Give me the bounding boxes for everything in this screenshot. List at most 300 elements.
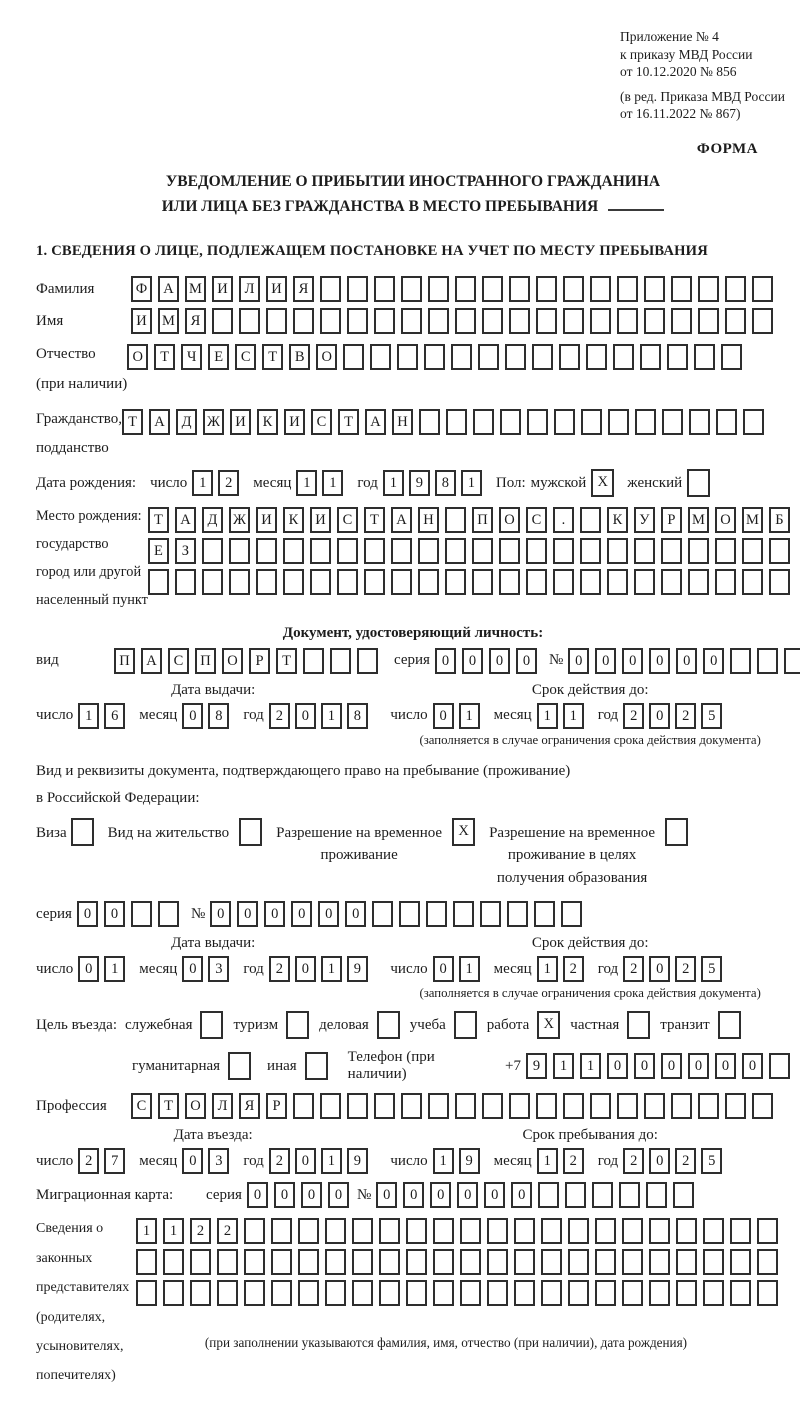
form-cell[interactable] xyxy=(536,308,557,334)
form-cell[interactable]: 3 xyxy=(208,1148,229,1174)
form-cell[interactable]: Л xyxy=(212,1093,233,1119)
form-cell[interactable]: Р xyxy=(661,507,682,533)
form-cell[interactable] xyxy=(619,1182,640,1208)
form-cell[interactable] xyxy=(352,1280,373,1306)
form-cell[interactable] xyxy=(472,569,493,595)
form-cell[interactable]: А xyxy=(158,276,179,302)
form-cell[interactable]: 1 xyxy=(322,470,343,496)
form-cell[interactable] xyxy=(526,569,547,595)
form-cell[interactable] xyxy=(586,344,607,370)
form-cell[interactable]: С xyxy=(168,648,189,674)
form-cell[interactable] xyxy=(453,901,474,927)
form-cell[interactable]: 0 xyxy=(511,1182,532,1208)
form-cell[interactable]: 0 xyxy=(484,1182,505,1208)
form-cell[interactable] xyxy=(175,569,196,595)
form-cell[interactable]: 0 xyxy=(568,648,589,674)
form-cell[interactable]: 1 xyxy=(296,470,317,496)
form-cell[interactable] xyxy=(640,344,661,370)
form-cell[interactable]: К xyxy=(283,507,304,533)
form-cell[interactable] xyxy=(568,1249,589,1275)
form-cell[interactable] xyxy=(212,308,233,334)
form-cell[interactable] xyxy=(561,901,582,927)
form-cell[interactable] xyxy=(428,1093,449,1119)
form-cell[interactable] xyxy=(580,569,601,595)
form-cell[interactable]: Н xyxy=(392,409,413,435)
form-cell[interactable]: . xyxy=(553,507,574,533)
form-cell[interactable]: Р xyxy=(249,648,270,674)
form-cell[interactable] xyxy=(725,276,746,302)
form-cell[interactable] xyxy=(419,409,440,435)
form-cell[interactable] xyxy=(71,818,94,846)
form-cell[interactable] xyxy=(136,1249,157,1275)
form-cell[interactable] xyxy=(200,1011,223,1039)
form-cell[interactable] xyxy=(445,538,466,564)
form-cell[interactable] xyxy=(592,1182,613,1208)
form-cell[interactable] xyxy=(228,1052,251,1080)
form-cell[interactable] xyxy=(239,308,260,334)
form-cell[interactable]: Т xyxy=(148,507,169,533)
form-cell[interactable] xyxy=(478,344,499,370)
form-cell[interactable] xyxy=(514,1249,535,1275)
form-cell[interactable] xyxy=(455,1093,476,1119)
form-cell[interactable]: 0 xyxy=(328,1182,349,1208)
form-cell[interactable]: 7 xyxy=(104,1148,125,1174)
form-cell[interactable]: П xyxy=(472,507,493,533)
form-cell[interactable]: 0 xyxy=(433,703,454,729)
form-cell[interactable]: 0 xyxy=(403,1182,424,1208)
form-cell[interactable]: 1 xyxy=(136,1218,157,1244)
form-cell[interactable] xyxy=(310,569,331,595)
form-cell[interactable] xyxy=(730,1280,751,1306)
form-cell[interactable]: Ф xyxy=(131,276,152,302)
form-cell[interactable] xyxy=(689,409,710,435)
form-cell[interactable] xyxy=(526,538,547,564)
form-cell[interactable]: 0 xyxy=(433,956,454,982)
form-cell[interactable]: 1 xyxy=(433,1148,454,1174)
form-cell[interactable] xyxy=(635,409,656,435)
form-cell[interactable]: Е xyxy=(148,538,169,564)
form-cell[interactable] xyxy=(433,1249,454,1275)
form-cell[interactable]: И xyxy=(266,276,287,302)
form-cell[interactable]: 2 xyxy=(269,703,290,729)
form-cell[interactable]: У xyxy=(634,507,655,533)
form-cell[interactable] xyxy=(698,276,719,302)
form-cell[interactable] xyxy=(590,276,611,302)
form-cell[interactable]: М xyxy=(185,276,206,302)
form-cell[interactable] xyxy=(634,569,655,595)
form-cell[interactable] xyxy=(303,648,324,674)
form-cell[interactable] xyxy=(455,276,476,302)
form-cell[interactable]: Д xyxy=(202,507,223,533)
form-cell[interactable]: А xyxy=(391,507,412,533)
form-cell[interactable] xyxy=(622,1249,643,1275)
form-cell[interactable]: 9 xyxy=(347,956,368,982)
form-cell[interactable] xyxy=(688,538,709,564)
form-cell[interactable] xyxy=(534,901,555,927)
form-cell[interactable] xyxy=(343,344,364,370)
form-cell[interactable] xyxy=(667,344,688,370)
form-cell[interactable] xyxy=(607,569,628,595)
form-cell[interactable] xyxy=(698,1093,719,1119)
form-cell[interactable]: Н xyxy=(418,507,439,533)
form-cell[interactable]: Т xyxy=(338,409,359,435)
form-cell[interactable] xyxy=(320,308,341,334)
form-cell[interactable] xyxy=(718,1011,741,1039)
form-cell[interactable]: П xyxy=(114,648,135,674)
form-cell[interactable] xyxy=(703,1218,724,1244)
form-cell[interactable]: 5 xyxy=(701,1148,722,1174)
form-cell[interactable] xyxy=(330,648,351,674)
form-cell[interactable]: М xyxy=(158,308,179,334)
form-cell[interactable] xyxy=(671,308,692,334)
form-cell[interactable] xyxy=(217,1249,238,1275)
form-cell[interactable] xyxy=(590,308,611,334)
form-cell[interactable] xyxy=(769,1053,790,1079)
form-cell[interactable] xyxy=(455,308,476,334)
form-cell[interactable]: 0 xyxy=(607,1053,628,1079)
form-cell[interactable]: Я xyxy=(185,308,206,334)
form-cell[interactable]: С xyxy=(526,507,547,533)
form-cell[interactable] xyxy=(487,1280,508,1306)
form-cell[interactable] xyxy=(372,901,393,927)
form-cell[interactable] xyxy=(424,344,445,370)
form-cell[interactable] xyxy=(217,1280,238,1306)
form-cell[interactable]: Ч xyxy=(181,344,202,370)
form-cell[interactable] xyxy=(347,276,368,302)
form-cell[interactable] xyxy=(401,308,422,334)
form-cell[interactable] xyxy=(553,538,574,564)
form-cell[interactable] xyxy=(716,409,737,435)
form-cell[interactable]: Ж xyxy=(203,409,224,435)
form-cell[interactable] xyxy=(694,344,715,370)
form-cell[interactable] xyxy=(202,538,223,564)
form-cell[interactable]: 0 xyxy=(457,1182,478,1208)
form-cell[interactable] xyxy=(391,538,412,564)
form-cell[interactable] xyxy=(676,1249,697,1275)
form-cell[interactable] xyxy=(283,569,304,595)
form-cell[interactable]: 2 xyxy=(675,956,696,982)
form-cell[interactable]: 2 xyxy=(623,956,644,982)
form-cell[interactable]: 6 xyxy=(104,703,125,729)
form-cell[interactable] xyxy=(418,569,439,595)
form-cell[interactable] xyxy=(406,1218,427,1244)
form-cell[interactable] xyxy=(454,1011,477,1039)
form-cell[interactable] xyxy=(715,538,736,564)
form-cell[interactable]: 9 xyxy=(459,1148,480,1174)
form-cell[interactable] xyxy=(646,1182,667,1208)
form-cell[interactable]: 2 xyxy=(623,703,644,729)
form-cell[interactable] xyxy=(433,1280,454,1306)
form-cell[interactable] xyxy=(379,1249,400,1275)
form-cell[interactable]: 0 xyxy=(649,703,670,729)
form-cell[interactable] xyxy=(563,1093,584,1119)
form-cell[interactable] xyxy=(401,276,422,302)
form-cell[interactable] xyxy=(487,1218,508,1244)
form-cell[interactable]: П xyxy=(195,648,216,674)
form-cell[interactable] xyxy=(514,1218,535,1244)
form-cell[interactable]: 0 xyxy=(295,703,316,729)
form-cell[interactable]: 1 xyxy=(563,703,584,729)
form-cell[interactable]: 1 xyxy=(537,956,558,982)
form-cell[interactable]: 0 xyxy=(182,1148,203,1174)
form-cell[interactable]: 1 xyxy=(553,1053,574,1079)
form-cell[interactable] xyxy=(271,1249,292,1275)
form-cell[interactable] xyxy=(293,1093,314,1119)
form-cell[interactable] xyxy=(406,1249,427,1275)
form-cell[interactable]: Б xyxy=(769,507,790,533)
form-cell[interactable] xyxy=(163,1280,184,1306)
form-cell[interactable]: О xyxy=(185,1093,206,1119)
form-cell[interactable] xyxy=(325,1280,346,1306)
form-cell[interactable] xyxy=(721,344,742,370)
form-cell[interactable]: 0 xyxy=(489,648,510,674)
form-cell[interactable]: О xyxy=(222,648,243,674)
form-cell[interactable] xyxy=(505,344,526,370)
form-cell[interactable] xyxy=(136,1280,157,1306)
form-cell[interactable] xyxy=(379,1218,400,1244)
form-cell[interactable]: 0 xyxy=(247,1182,268,1208)
form-cell[interactable]: 0 xyxy=(430,1182,451,1208)
form-cell[interactable]: О xyxy=(715,507,736,533)
form-cell[interactable] xyxy=(580,538,601,564)
form-cell[interactable]: 0 xyxy=(703,648,724,674)
form-cell[interactable]: И xyxy=(230,409,251,435)
form-cell[interactable] xyxy=(320,276,341,302)
form-cell[interactable] xyxy=(352,1218,373,1244)
form-cell[interactable] xyxy=(352,1249,373,1275)
form-cell[interactable]: 1 xyxy=(459,956,480,982)
form-cell[interactable]: 5 xyxy=(701,956,722,982)
form-cell[interactable] xyxy=(671,1093,692,1119)
form-cell[interactable] xyxy=(480,901,501,927)
form-cell[interactable] xyxy=(559,344,580,370)
form-cell[interactable] xyxy=(507,901,528,927)
form-cell[interactable] xyxy=(357,648,378,674)
form-cell[interactable]: 0 xyxy=(742,1053,763,1079)
form-cell[interactable] xyxy=(163,1249,184,1275)
form-cell[interactable] xyxy=(337,569,358,595)
form-cell[interactable] xyxy=(608,409,629,435)
form-cell[interactable] xyxy=(374,1093,395,1119)
form-cell[interactable] xyxy=(649,1280,670,1306)
form-cell[interactable]: 1 xyxy=(580,1053,601,1079)
form-cell[interactable]: Л xyxy=(239,276,260,302)
form-cell[interactable] xyxy=(391,569,412,595)
form-cell[interactable] xyxy=(590,1093,611,1119)
form-cell[interactable] xyxy=(563,276,584,302)
form-cell[interactable]: Е xyxy=(208,344,229,370)
form-cell[interactable]: 0 xyxy=(104,901,125,927)
form-cell[interactable] xyxy=(514,1280,535,1306)
form-cell[interactable] xyxy=(499,538,520,564)
form-cell[interactable]: О xyxy=(316,344,337,370)
form-cell[interactable] xyxy=(730,1218,751,1244)
form-cell[interactable] xyxy=(379,1280,400,1306)
form-cell[interactable]: 2 xyxy=(78,1148,99,1174)
form-cell[interactable]: 0 xyxy=(595,648,616,674)
form-cell[interactable] xyxy=(370,344,391,370)
form-cell[interactable]: Т xyxy=(364,507,385,533)
form-cell[interactable] xyxy=(769,569,790,595)
form-cell[interactable] xyxy=(244,1218,265,1244)
form-cell[interactable]: 0 xyxy=(295,1148,316,1174)
form-cell[interactable]: И xyxy=(284,409,305,435)
form-cell[interactable] xyxy=(190,1249,211,1275)
form-cell[interactable]: 0 xyxy=(77,901,98,927)
form-cell[interactable]: Я xyxy=(293,276,314,302)
form-cell[interactable] xyxy=(769,538,790,564)
form-cell[interactable] xyxy=(553,569,574,595)
form-cell[interactable]: 1 xyxy=(192,470,213,496)
form-cell[interactable] xyxy=(229,538,250,564)
form-cell[interactable] xyxy=(607,538,628,564)
form-cell[interactable] xyxy=(244,1249,265,1275)
form-cell[interactable]: 0 xyxy=(182,956,203,982)
form-cell[interactable]: 2 xyxy=(675,1148,696,1174)
form-cell[interactable] xyxy=(451,344,472,370)
form-cell[interactable]: 0 xyxy=(649,648,670,674)
form-cell[interactable] xyxy=(229,569,250,595)
form-cell[interactable] xyxy=(617,308,638,334)
form-cell[interactable] xyxy=(472,538,493,564)
form-cell[interactable]: Т xyxy=(262,344,283,370)
form-cell[interactable] xyxy=(374,276,395,302)
form-cell[interactable] xyxy=(364,538,385,564)
form-cell[interactable]: 1 xyxy=(78,703,99,729)
form-cell[interactable] xyxy=(347,308,368,334)
form-cell[interactable]: И xyxy=(212,276,233,302)
form-cell[interactable] xyxy=(698,308,719,334)
form-cell[interactable] xyxy=(725,1093,746,1119)
form-cell[interactable]: 0 xyxy=(78,956,99,982)
form-cell[interactable] xyxy=(565,1182,586,1208)
form-cell[interactable]: 3 xyxy=(208,956,229,982)
form-cell[interactable]: А xyxy=(365,409,386,435)
form-cell[interactable] xyxy=(460,1280,481,1306)
form-cell[interactable] xyxy=(757,1249,778,1275)
form-cell[interactable]: 0 xyxy=(649,956,670,982)
form-cell[interactable] xyxy=(482,308,503,334)
form-cell[interactable] xyxy=(687,469,710,497)
form-cell[interactable] xyxy=(509,1093,530,1119)
form-cell[interactable] xyxy=(527,409,548,435)
form-cell[interactable] xyxy=(725,308,746,334)
form-cell[interactable] xyxy=(688,569,709,595)
form-cell[interactable]: 1 xyxy=(321,1148,342,1174)
form-cell[interactable] xyxy=(581,409,602,435)
form-cell[interactable] xyxy=(298,1249,319,1275)
form-cell[interactable] xyxy=(271,1218,292,1244)
form-cell[interactable] xyxy=(131,901,152,927)
form-cell[interactable]: О xyxy=(499,507,520,533)
form-cell[interactable] xyxy=(266,308,287,334)
form-cell[interactable]: X xyxy=(452,818,475,846)
form-cell[interactable]: И xyxy=(131,308,152,334)
form-cell[interactable]: 0 xyxy=(462,648,483,674)
form-cell[interactable] xyxy=(676,1280,697,1306)
form-cell[interactable] xyxy=(538,1182,559,1208)
form-cell[interactable]: 0 xyxy=(622,648,643,674)
form-cell[interactable]: К xyxy=(607,507,628,533)
form-cell[interactable] xyxy=(244,1280,265,1306)
form-cell[interactable] xyxy=(634,538,655,564)
form-cell[interactable]: С xyxy=(337,507,358,533)
form-cell[interactable]: А xyxy=(149,409,170,435)
form-cell[interactable] xyxy=(613,344,634,370)
form-cell[interactable] xyxy=(460,1218,481,1244)
form-cell[interactable]: 2 xyxy=(190,1218,211,1244)
form-cell[interactable]: 1 xyxy=(537,1148,558,1174)
form-cell[interactable] xyxy=(445,569,466,595)
form-cell[interactable] xyxy=(298,1218,319,1244)
form-cell[interactable] xyxy=(730,648,751,674)
form-cell[interactable]: 1 xyxy=(104,956,125,982)
form-cell[interactable] xyxy=(541,1249,562,1275)
form-cell[interactable] xyxy=(320,1093,341,1119)
form-cell[interactable] xyxy=(752,1093,773,1119)
form-cell[interactable] xyxy=(532,344,553,370)
form-cell[interactable]: Р xyxy=(266,1093,287,1119)
form-cell[interactable]: 2 xyxy=(623,1148,644,1174)
form-cell[interactable]: И xyxy=(310,507,331,533)
form-cell[interactable] xyxy=(286,1011,309,1039)
form-cell[interactable] xyxy=(676,1218,697,1244)
form-cell[interactable]: X xyxy=(591,469,614,497)
form-cell[interactable]: В xyxy=(289,344,310,370)
form-cell[interactable] xyxy=(742,538,763,564)
form-cell[interactable] xyxy=(743,409,764,435)
form-cell[interactable] xyxy=(473,409,494,435)
form-cell[interactable]: 8 xyxy=(435,470,456,496)
form-cell[interactable] xyxy=(703,1249,724,1275)
form-cell[interactable] xyxy=(190,1280,211,1306)
form-cell[interactable] xyxy=(482,276,503,302)
form-cell[interactable] xyxy=(661,569,682,595)
form-cell[interactable]: 0 xyxy=(634,1053,655,1079)
form-cell[interactable] xyxy=(622,1280,643,1306)
form-cell[interactable] xyxy=(239,818,262,846)
form-cell[interactable]: Т xyxy=(158,1093,179,1119)
form-cell[interactable]: 2 xyxy=(563,1148,584,1174)
form-cell[interactable] xyxy=(310,538,331,564)
form-cell[interactable] xyxy=(337,538,358,564)
form-cell[interactable]: З xyxy=(175,538,196,564)
form-cell[interactable] xyxy=(460,1249,481,1275)
form-cell[interactable]: 2 xyxy=(675,703,696,729)
form-cell[interactable]: 0 xyxy=(210,901,231,927)
form-cell[interactable] xyxy=(482,1093,503,1119)
form-cell[interactable] xyxy=(649,1218,670,1244)
form-cell[interactable] xyxy=(644,276,665,302)
form-cell[interactable]: С xyxy=(235,344,256,370)
form-cell[interactable] xyxy=(617,1093,638,1119)
form-cell[interactable]: 1 xyxy=(321,956,342,982)
form-cell[interactable]: 1 xyxy=(537,703,558,729)
form-cell[interactable] xyxy=(752,308,773,334)
form-cell[interactable] xyxy=(536,1093,557,1119)
form-cell[interactable]: Я xyxy=(239,1093,260,1119)
form-cell[interactable]: 2 xyxy=(217,1218,238,1244)
form-cell[interactable] xyxy=(397,344,418,370)
form-cell[interactable] xyxy=(673,1182,694,1208)
form-cell[interactable] xyxy=(305,1052,328,1080)
form-cell[interactable]: 5 xyxy=(701,703,722,729)
form-cell[interactable]: 2 xyxy=(269,956,290,982)
form-cell[interactable] xyxy=(649,1249,670,1275)
form-cell[interactable] xyxy=(256,538,277,564)
form-cell[interactable] xyxy=(446,409,467,435)
form-cell[interactable] xyxy=(401,1093,422,1119)
